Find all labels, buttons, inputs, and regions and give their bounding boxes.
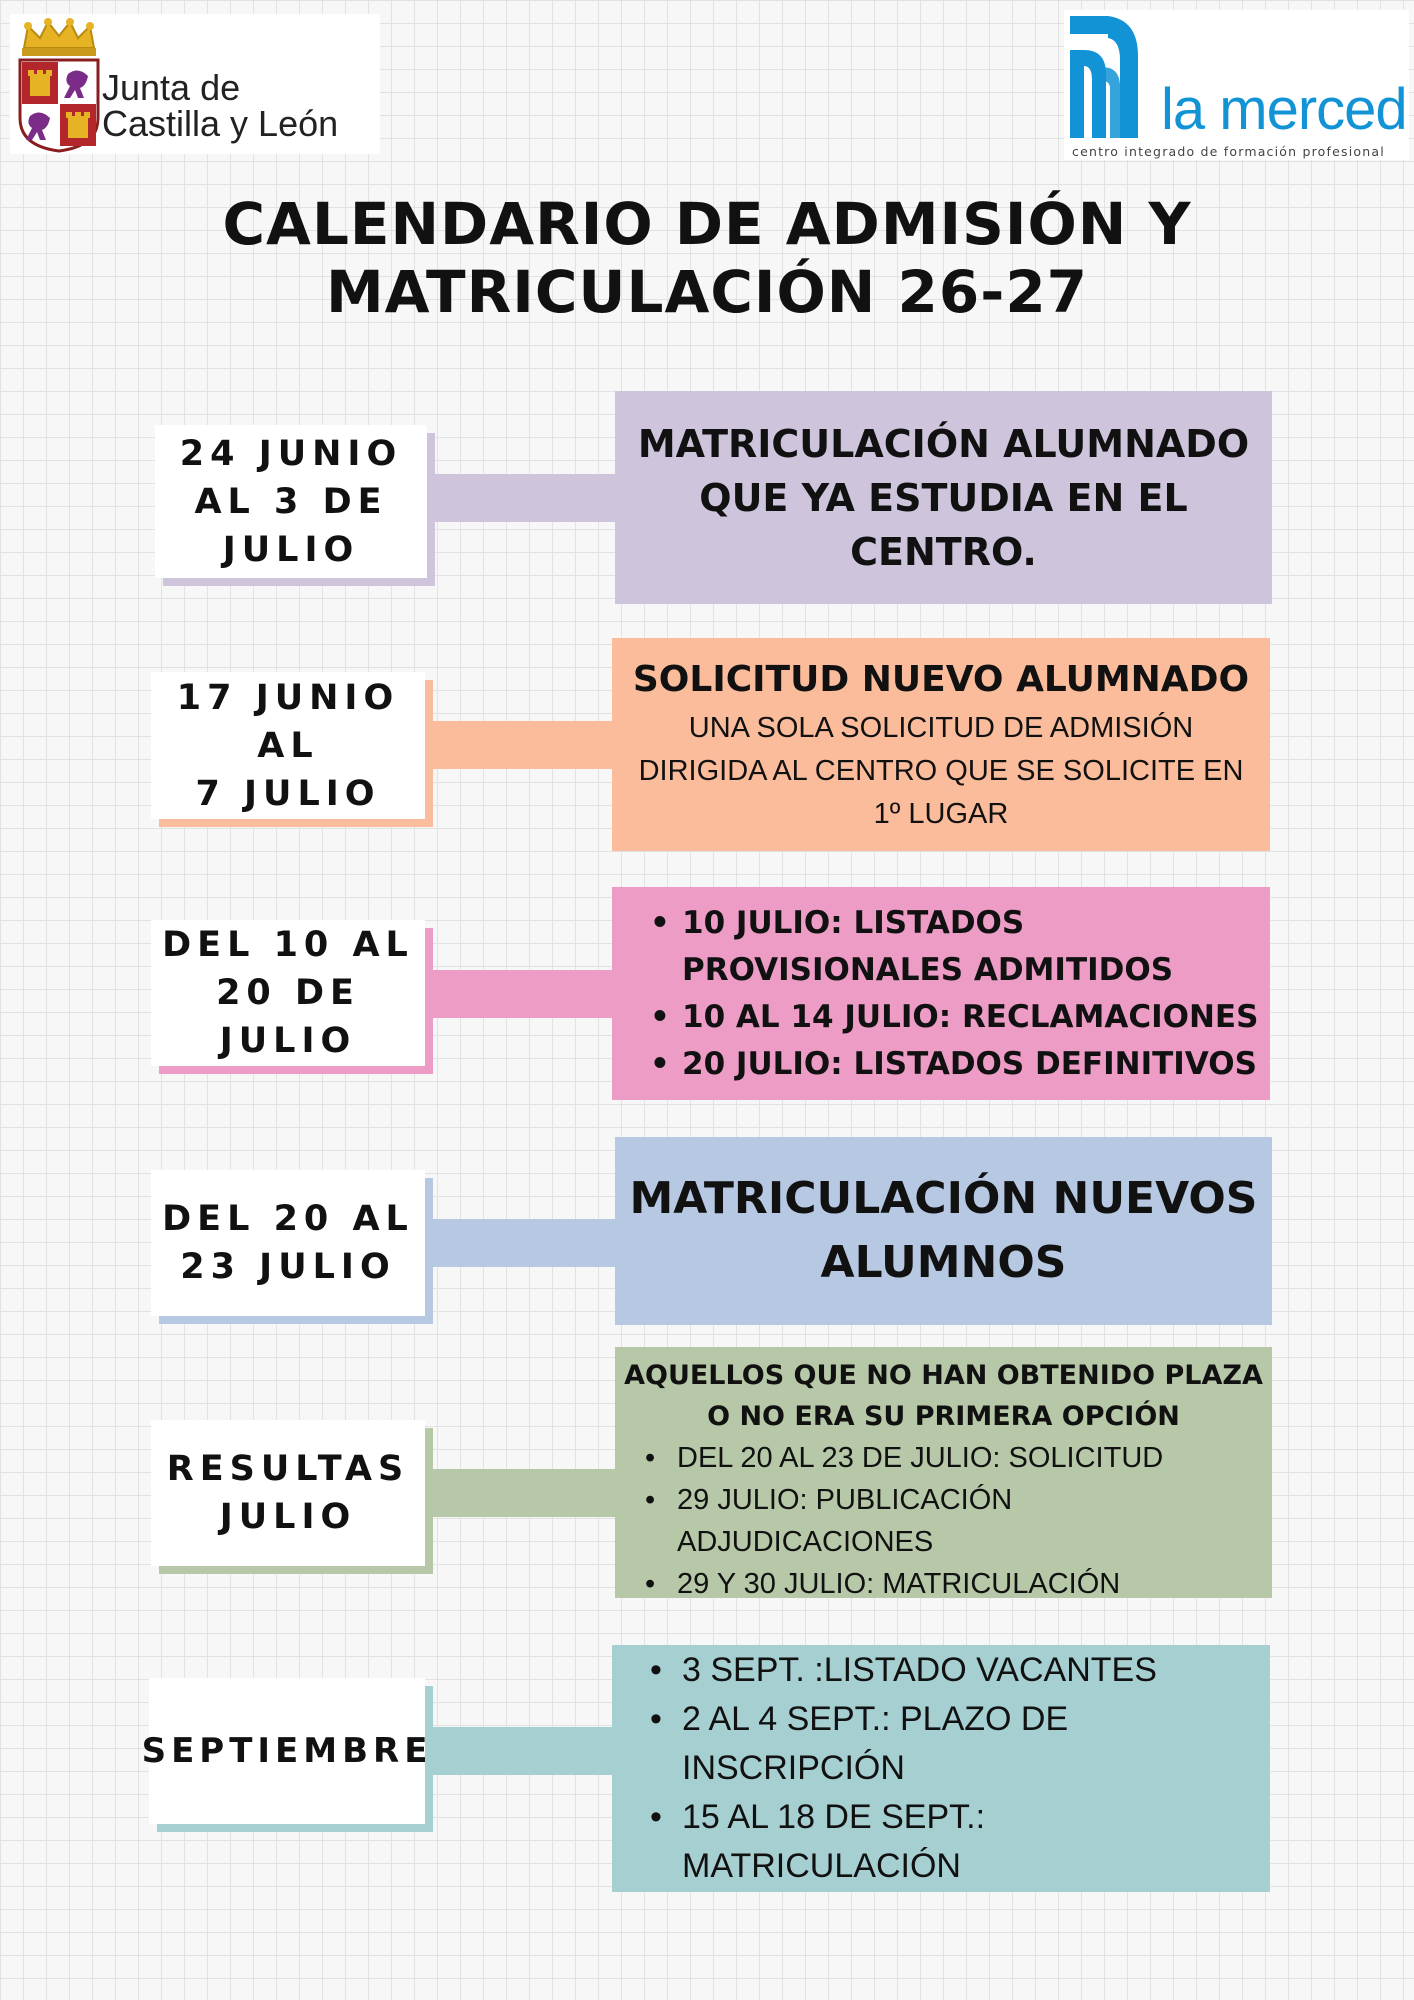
row-5-item-3: • 29 Y 30 JULIO: MATRICULACIÓN: [677, 1563, 1272, 1605]
title-line-1: CALENDARIO DE ADMISIÓN Y: [222, 190, 1192, 258]
row-4-heading: MATRICULACIÓN NUEVOS ALUMNOS: [629, 1173, 1258, 1288]
row-3-item-1: • 10 JULIO: LISTADOS PROVISIONALES ADMITIDOS: [682, 900, 1270, 994]
row-5-card: [615, 1347, 1272, 1598]
row-6-item-1: • 3 SEPT. :LISTADO VACANTES: [682, 1646, 1270, 1695]
row-5-date: RESULTAS JULIO: [151, 1420, 425, 1566]
row-3-item-3: • 20 JULIO: LISTADOS DEFINITIVOS: [682, 1041, 1270, 1088]
row-4-card: [615, 1137, 1272, 1325]
jcyl-name: Junta de Castilla y León: [102, 67, 339, 144]
jcyl-logo: [10, 14, 380, 154]
row-2-date: 17 JUNIO AL 7 JULIO: [151, 672, 425, 819]
row-6-item-2: • 2 AL 4 SEPT.: PLAZO DE INSCRIPCIÓN: [682, 1695, 1270, 1793]
row-3-date: DEL 10 AL 20 DE JULIO: [151, 920, 425, 1066]
row-4-connector: [400, 1219, 615, 1267]
row-3-connector: [400, 970, 612, 1018]
row-1-heading: MATRICULACIÓN ALUMNADO QUE YA ESTUDIA EN EL CENTRO.: [637, 421, 1250, 574]
row-2-connector: [400, 721, 615, 769]
row-5-list: [615, 1437, 1272, 1605]
la-merced-tagline: centro integrado de formación profesional: [1072, 144, 1385, 159]
row-5-connector: [400, 1469, 615, 1517]
row-6-list: [612, 1646, 1270, 1891]
row-3-list: [612, 900, 1270, 1088]
title-line-2: MATRICULACIÓN 26-27: [325, 258, 1089, 326]
row-5-heading: AQUELLOS QUE NO HAN OBTENIDO PLAZA O NO ERA SU PRIMERA OPCIÓN: [624, 1360, 1263, 1432]
row-1-card: [615, 391, 1272, 604]
coat-of-arms-icon: [14, 18, 104, 153]
row-3-item-2: • 10 AL 14 JULIO: RECLAMACIONES: [682, 994, 1270, 1041]
row-3-card: [612, 887, 1270, 1100]
row-5-item-1: • DEL 20 AL 23 DE JULIO: SOLICITUD: [677, 1437, 1272, 1479]
row-5-item-2: • 29 JULIO: PUBLICACIÓN ADJUDICACIONES: [677, 1479, 1272, 1563]
la-merced-name: la merced: [1161, 77, 1407, 142]
row-6-date: SEPTIEMBRE: [149, 1678, 425, 1824]
row-1-date: 24 JUNIO AL 3 DE JULIO: [155, 425, 427, 578]
row-4-date: DEL 20 AL 23 JULIO: [151, 1170, 425, 1316]
row-2-description: UNA SOLA SOLICITUD DE ADMISIÓN DIRIGIDA AL CENTRO QUE SE SOLICITE EN 1º LUGAR: [638, 712, 1244, 830]
row-6-item-3: • 15 AL 18 DE SEPT.: MATRICULACIÓN: [682, 1793, 1270, 1891]
la-merced-emblem-icon: [1070, 16, 1154, 142]
row-2-heading: SOLICITUD NUEVO ALUMNADO: [632, 659, 1250, 700]
row-2-card: [612, 638, 1270, 851]
row-1-connector: [400, 474, 615, 522]
page-title: [200, 190, 1214, 326]
la-merced-logo: [1064, 10, 1409, 160]
row-6-card: [612, 1645, 1270, 1892]
